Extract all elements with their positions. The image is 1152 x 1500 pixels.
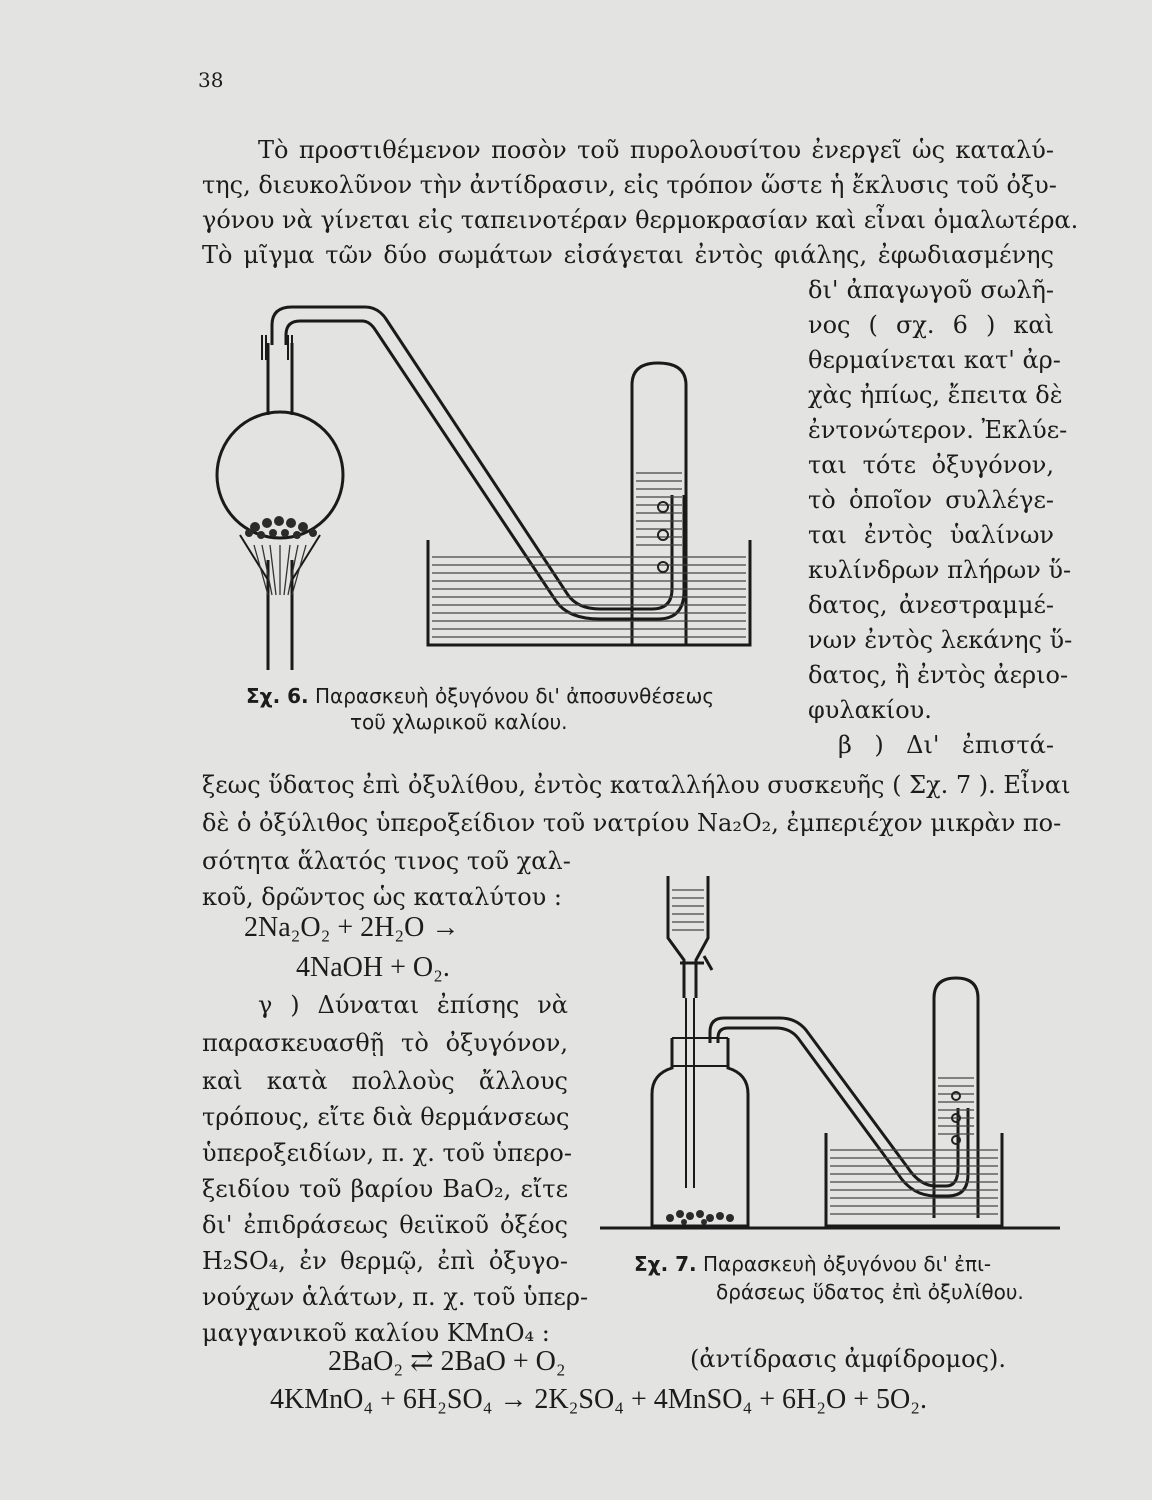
- text-line-right-4: ἐντονώτερον. Ἐκλύε-: [808, 416, 1068, 444]
- figure-7-apparatus: [600, 868, 1060, 1238]
- text-line-right-13: β ) Δι' ἐπιστά-: [838, 731, 1054, 759]
- equation-1a: 2Na₂O₂ + 2H₂O →: [244, 912, 460, 943]
- page-number: 38: [198, 68, 224, 92]
- text-line-right-11: δατος, ἢ ἐντὸς ἀεριο-: [808, 661, 1069, 689]
- text-line-right-3: χὰς ἠπίως, ἔπειτα δὲ: [808, 381, 1063, 409]
- text-line-right-12: φυλακίου.: [808, 696, 932, 724]
- figure-6-label: Σχ. 6.: [246, 684, 309, 708]
- text-line-right-7: ται ἐντὸς ὑαλίνων: [808, 521, 1054, 549]
- equation-1b: 4NaOH + O₂.: [296, 952, 450, 983]
- figure-7-caption-line-2: δράσεως ὕδατος ἐπὶ ὀξυλίθου.: [716, 1280, 1024, 1304]
- text-line-top-0: Τὸ προστιθέμενον ποσὸν τοῦ πυρολουσίτου ἐνεργεῖ ὡς καταλύ-: [258, 136, 1054, 164]
- text-line-right-0: δι' ἀπαγωγοῦ σωλῆ-: [808, 276, 1054, 304]
- text-line-top-1: της, διευκολῦνον τὴν ἀντίδρασιν, εἰς τρόπον ὥστε ἡ ἔκλυσις τοῦ ὀξυ-: [202, 171, 1057, 199]
- text-line-left2-4: ὑπεροξειδίων, π. χ. τοῦ ὑπερο-: [202, 1139, 572, 1167]
- figure-6-caption-line-2: τοῦ χλωρικοῦ καλίου.: [350, 710, 568, 734]
- text-line-top-3: Τὸ μῖγμα τῶν δύο σωμάτων εἰσάγεται ἐντὸς φιάλης, ἐφωδιασμένης: [202, 241, 1054, 269]
- text-line-left2-5: ξειδίου τοῦ βαρίου BaO₂, εἴτε: [202, 1175, 568, 1203]
- text-line-left-0: σότητα ἅλατός τινος τοῦ χαλ-: [202, 847, 571, 875]
- text-line-mid-0: ξεως ὕδατος ἐπὶ ὀξυλίθου, ἐντὸς καταλλήλου συσκευῆς ( Σχ. 7 ). Εἶναι: [202, 771, 1071, 799]
- text-line-left-1: κοῦ, δρῶντος ὡς καταλύτου :: [202, 883, 562, 911]
- text-line-top-2: γόνου νὰ γίνεται εἰς ταπεινοτέραν θερμοκρασίαν καὶ εἶναι ὁμαλωτέρα.: [202, 206, 1079, 234]
- figure-7-caption-text: Παρασκευὴ ὀξυγόνου δι' ἐπι-: [703, 1252, 992, 1276]
- text-line-left2-3: τρόπους, εἴτε διὰ θερμάνσεως: [202, 1103, 570, 1131]
- figure-7-label: Σχ. 7.: [634, 1252, 697, 1276]
- text-line-right-9: δατος, ἀνεστραμμέ-: [808, 591, 1054, 619]
- text-line-right-2: θερμαίνεται κατ' ἀρ-: [808, 346, 1061, 374]
- text-line-left2-9: μαγγανικοῦ καλίου KMnO₄ :: [202, 1319, 550, 1347]
- figure-7-caption-line-1: [634, 1252, 991, 1276]
- text-line-mid-1: δὲ ὁ ὀξύλιθος ὑπεροξείδιον τοῦ νατρίου Na₂O₂, ἐμπεριέχον μικρὰν πο-: [202, 809, 1062, 837]
- text-line-left2-7: H₂SO₄, ἐν θερμῷ, ἐπὶ ὀξυγο-: [202, 1247, 568, 1275]
- equation-2: 2BaO₂ ⇄ 2BaO + O₂: [328, 1346, 566, 1377]
- text-line-right-1: νος ( σχ. 6 ) καὶ: [808, 311, 1054, 339]
- text-line-left2-2: καὶ κατὰ πολλοὺς ἄλλους: [202, 1067, 568, 1095]
- equation-3: 4KMnO₄ + 6H₂SO₄ → 2K₂SO₄ + 4MnSO₄ + 6H₂O + 5O₂.: [270, 1384, 927, 1415]
- figure-6-caption-text: Παρασκευὴ ὀξυγόνου δι' ἀποσυνθέσεως: [315, 684, 715, 708]
- equation-2-note: (ἀντίδρασις ἀμφίδρομος).: [690, 1345, 1006, 1373]
- text-line-left2-8: νούχων ἁλάτων, π. χ. τοῦ ὑπερ-: [202, 1283, 589, 1311]
- text-line-right-10: νων ἐντὸς λεκάνης ὕ-: [808, 626, 1073, 654]
- text-line-right-5: ται τότε ὀξυγόνον,: [808, 451, 1054, 479]
- figure-6-caption-line-1: [246, 684, 714, 708]
- text-line-left2-1: παρασκευασθῇ τὸ ὀξυγόνον,: [202, 1029, 568, 1057]
- text-line-left2-6: δι' ἐπιδράσεως θειϊκοῦ ὀξέος: [202, 1211, 568, 1239]
- text-line-right-6: τὸ ὁποῖον συλλέγε-: [808, 486, 1054, 514]
- text-line-right-8: κυλίνδρων πλήρων ὕ-: [808, 556, 1072, 584]
- text-line-left2-0: γ ) Δύναται ἐπίσης νὰ: [258, 991, 568, 1019]
- figure-6-apparatus: [200, 295, 800, 675]
